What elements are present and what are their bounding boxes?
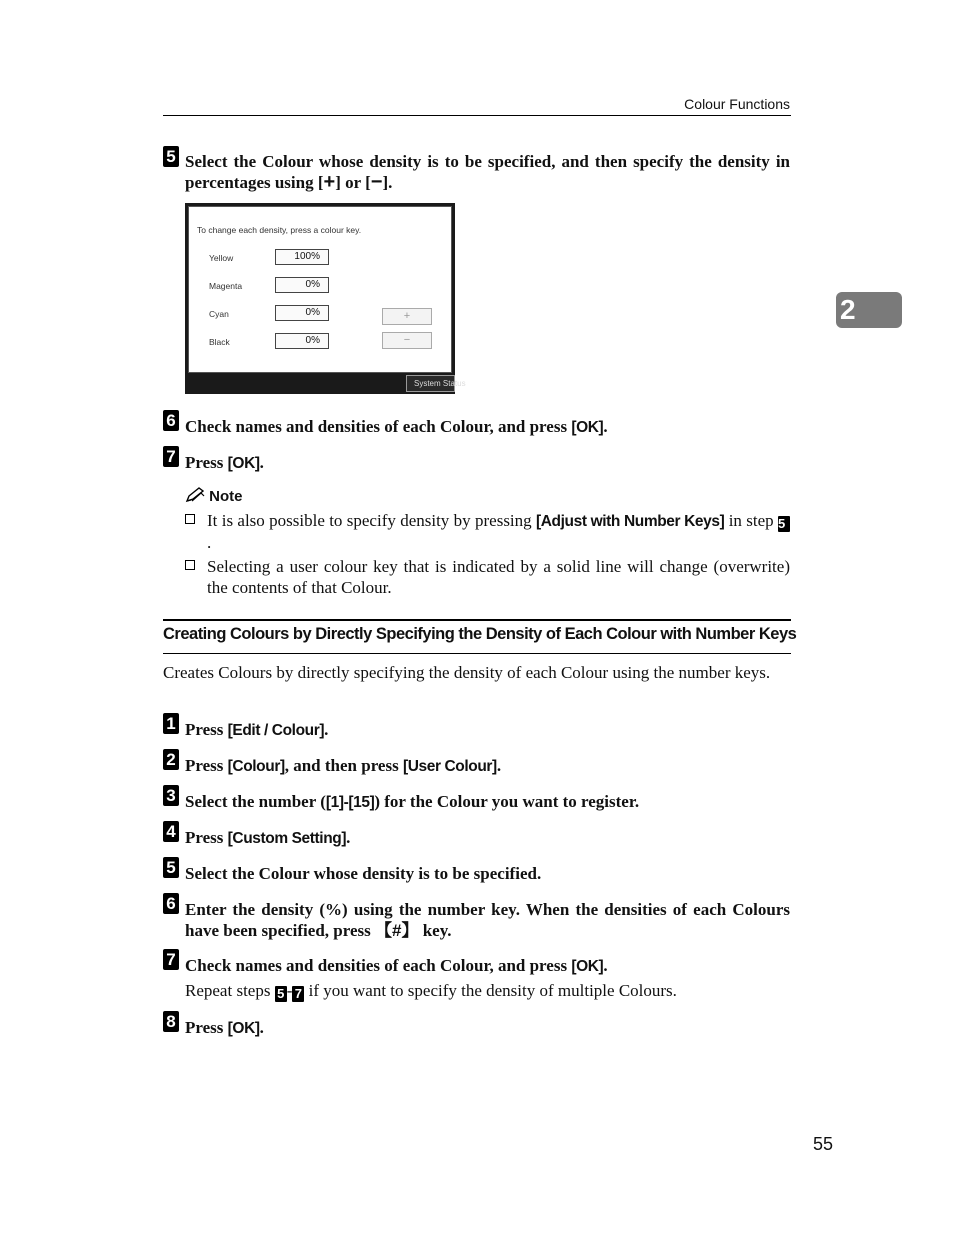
step-number: 4 [163, 821, 179, 842]
step-text: Select the number ([1]-[15]) for the Colour you want to register. [185, 792, 640, 811]
plus-key: + [323, 171, 336, 193]
pencil-icon [185, 487, 205, 503]
step-text: Press [Colour], and then press [User Colour]. [185, 756, 502, 775]
hash-key: 【#】 [375, 921, 419, 940]
step-number: 7 [163, 446, 179, 467]
yellow-label: Yellow [209, 253, 234, 263]
step-text: Select the Colour whose density is to be specified, and then specify the density in percentages using [+] or [−]. [185, 152, 790, 193]
step-number: 6 [163, 893, 179, 914]
step-number: 5 [163, 857, 179, 878]
step-number: 2 [163, 749, 179, 770]
section-intro: Creates Colours by directly specifying the density of each Colour using the number keys. [163, 663, 771, 682]
minus-key: − [370, 171, 383, 193]
minus-button[interactable]: − [382, 332, 432, 349]
yellow-density-key[interactable]: 100% [275, 249, 329, 265]
magenta-density-key[interactable]: 0% [275, 277, 329, 293]
step-number: 8 [163, 1011, 179, 1032]
system-status-button[interactable]: System Status [406, 375, 455, 392]
plus-button[interactable]: + [382, 308, 432, 325]
step-text: Press [OK]. [185, 1018, 264, 1037]
page-number: 55 [813, 1134, 834, 1154]
note-heading: Note [185, 487, 243, 505]
screen-panel [188, 206, 452, 373]
cyan-density-key[interactable]: 0% [275, 305, 329, 321]
screen-instruction: To change each density, press a colour key. [197, 225, 362, 235]
step-number: 6 [163, 410, 179, 431]
step-text: Press [Custom Setting]. [185, 828, 351, 847]
density-screen [185, 203, 466, 394]
note-text: It is also possible to specify density by pressing [Adjust with Number Keys] in step 5. [207, 510, 790, 553]
section-title: Creating Colours by Directly Specifying the Density of Each Colour with Number Keys [163, 625, 797, 643]
step-text: Enter the density (%) using the number key. When the densities of each Colours have been specified, press 【#】 key. [185, 900, 790, 940]
step-number: 1 [163, 713, 179, 734]
black-label: Black [209, 337, 230, 347]
note-text: Selecting a user colour key that is indicated by a solid line will change (overwrite) the contents of that Colour. [207, 557, 790, 597]
step-text: Check names and densities of each Colour, and press [OK]. [185, 956, 608, 975]
header-rule [163, 115, 791, 116]
repeat-note: Repeat steps 5 - 7 if you want to specify the density of multiple Colours. [185, 981, 677, 1001]
step-number: 7 [163, 949, 179, 970]
step-text: Check names and densities of each Colour, and press [OK]. [185, 417, 608, 436]
chapter-tab: 2 [836, 292, 902, 328]
section-rule-top [163, 619, 791, 621]
checkbox-icon [185, 514, 195, 524]
section-rule-bottom [163, 653, 791, 654]
step-number: 3 [163, 785, 179, 806]
black-density-key[interactable]: 0% [275, 333, 329, 349]
cyan-label: Cyan [209, 309, 229, 319]
checkbox-icon [185, 560, 195, 570]
step-text: Press [OK]. [185, 453, 264, 472]
step-text: Press [Edit / Colour]. [185, 720, 329, 739]
step-number: 5 [163, 146, 179, 167]
running-header: Colour Functions [684, 96, 790, 112]
magenta-label: Magenta [209, 281, 243, 291]
step-text: Select the Colour whose density is to be specified. [185, 864, 542, 883]
